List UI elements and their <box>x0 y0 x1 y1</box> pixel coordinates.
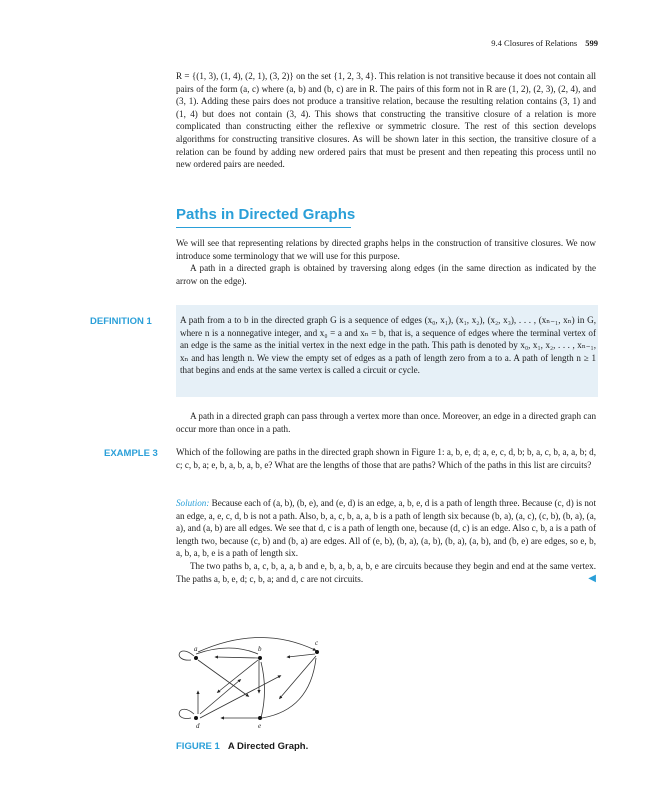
edge-d-d <box>179 709 194 718</box>
section-rule <box>176 227 351 228</box>
vertex-label-d: d <box>196 722 200 730</box>
edge-b-d <box>218 660 258 692</box>
intro-paragraph: R = {(1, 3), (1, 4), (2, 1), (3, 2)} on the set {1, 2, 3, 4}. This relation is not transitive because it does not contain all pairs of the form (a, c) where (a, b) and (b, c) are in R. The pairs of this form not in R are (1, 2), (2, 3), (2, 4), and (3, 1). Adding these pairs does not produce a transitive relation, because the resulting relation contains (3, 1) and (1, 4) but does not contain (3, 4). This shows that constructing the transitive closure of a relation is more complicated than constructing either the reflexive or symmetric closure. The rest of this section develops algorithms for constructing transitive closures. As will be shown later in this section, the transitive closure of a relation can be found by adding new ordered pairs that must be present and then repeating this process until no new ordered pairs are needed. <box>176 71 596 170</box>
vertex-c <box>315 650 319 654</box>
figure-title: A Directed Graph. <box>227 741 309 752</box>
edge-b-a <box>216 657 258 658</box>
section-title: Paths in Directed Graphs <box>176 206 356 223</box>
section-para-2: A path in a directed graph is obtained by traversing along edges (in the same direction as indicated by the arrow on the edge). <box>176 263 596 286</box>
edge-a-e <box>198 660 248 696</box>
vertex-d <box>194 716 198 720</box>
vertex-label-c: c <box>315 639 319 647</box>
edge-e-b <box>261 662 265 718</box>
section-para-1: We will see that representing relations by directed graphs helps in the construction of transitive closures. We now introduce some terminology that we will use for this purpose. <box>176 238 596 261</box>
after-definition: A path in a directed graph can pass through a vertex more than once. Moreover, an edge in a directed graph can occur more than once in a path. <box>176 411 596 434</box>
vertex-a <box>194 656 198 660</box>
solution-text-2: The two paths b, a, c, b, a, a, b and e, b, a, b, a, b, e are circuits because they begin and end at the same vertex. The paths a, b, e, d; c, b, a; and d, c are not circuits. <box>176 560 596 584</box>
vertex-label-e: e <box>258 722 262 730</box>
solution-label: Solution: <box>176 498 210 508</box>
vertex-label-b: b <box>258 645 262 653</box>
header-section: 9.4 Closures of Relations <box>491 38 578 48</box>
edge-c-e <box>280 656 316 698</box>
vertex-label-a: a <box>194 645 198 653</box>
edge-d-c <box>200 676 280 718</box>
section-body <box>176 237 596 287</box>
solution <box>176 497 596 585</box>
directed-graph-figure <box>160 630 340 735</box>
figure-caption <box>176 741 308 752</box>
edge-a-a <box>179 651 194 660</box>
example-text: Which of the following are paths in the directed graph shown in Figure 1: a, b, e, d; a, e, c, d, b; b, a, c, b, a, a, b; d, c; c, b, a; e, b, a, b, a, b, e? What are the lengths of those that are paths? Which of the paths in this list are circuits? <box>176 447 596 470</box>
definition-text: A path from a to b in the directed graph G is a sequence of edges (x₀, x₁), (x₁, x₂), (x₂, x₃), . . . , (xₙ₋₁, xₙ) in G, where n is a nonnegative integer, and x₀ = a and xₙ = b, that is, a sequence of edges where the terminal vertex of an edge is the same as the initial vertex in the next edge in the path. This path is denoted by x₀, x₁, x₂, . . . , xₙ₋₁, xₙ and has length n. We view the empty set of edges as a path of length zero from a to a. A path of length n ≥ 1 that begins and ends at the same vertex is called a circuit or cycle. <box>180 315 596 376</box>
running-header <box>491 38 598 48</box>
vertex-e <box>258 716 262 720</box>
solution-text-1: Because each of (a, b), (b, e), and (e, d) is an edge, a, b, e, d is a path of length three. Because (c, d) is not an edge, a, e, c, d, b is not a path. Also, b, a, c, b, a, a, b is a path of length six because (b, a), (a, c), (c, b), (b, a), (a, a), and (a, b) are all edges. We see that d, c is a path of length one, because (d, c) is an edge. Also c, b, a is a path of length two, because (c, b) and (b, a) are edges. All of (e, b), (b, a), (a, b), (b, a), (a, b), and (b, e) are edges, so e, b, a, b, a, b, e is a path of length six. <box>176 498 596 559</box>
page-number: 599 <box>585 38 598 48</box>
definition-label: DEFINITION 1 <box>90 316 152 327</box>
edge-c-b <box>288 654 315 657</box>
edge-a-c <box>198 637 315 652</box>
edge-d-b <box>200 680 240 714</box>
end-of-example-marker: ◀ <box>588 572 596 584</box>
example-label: EXAMPLE 3 <box>104 448 158 459</box>
vertex-b <box>258 656 262 660</box>
figure-number: FIGURE 1 <box>176 741 220 752</box>
